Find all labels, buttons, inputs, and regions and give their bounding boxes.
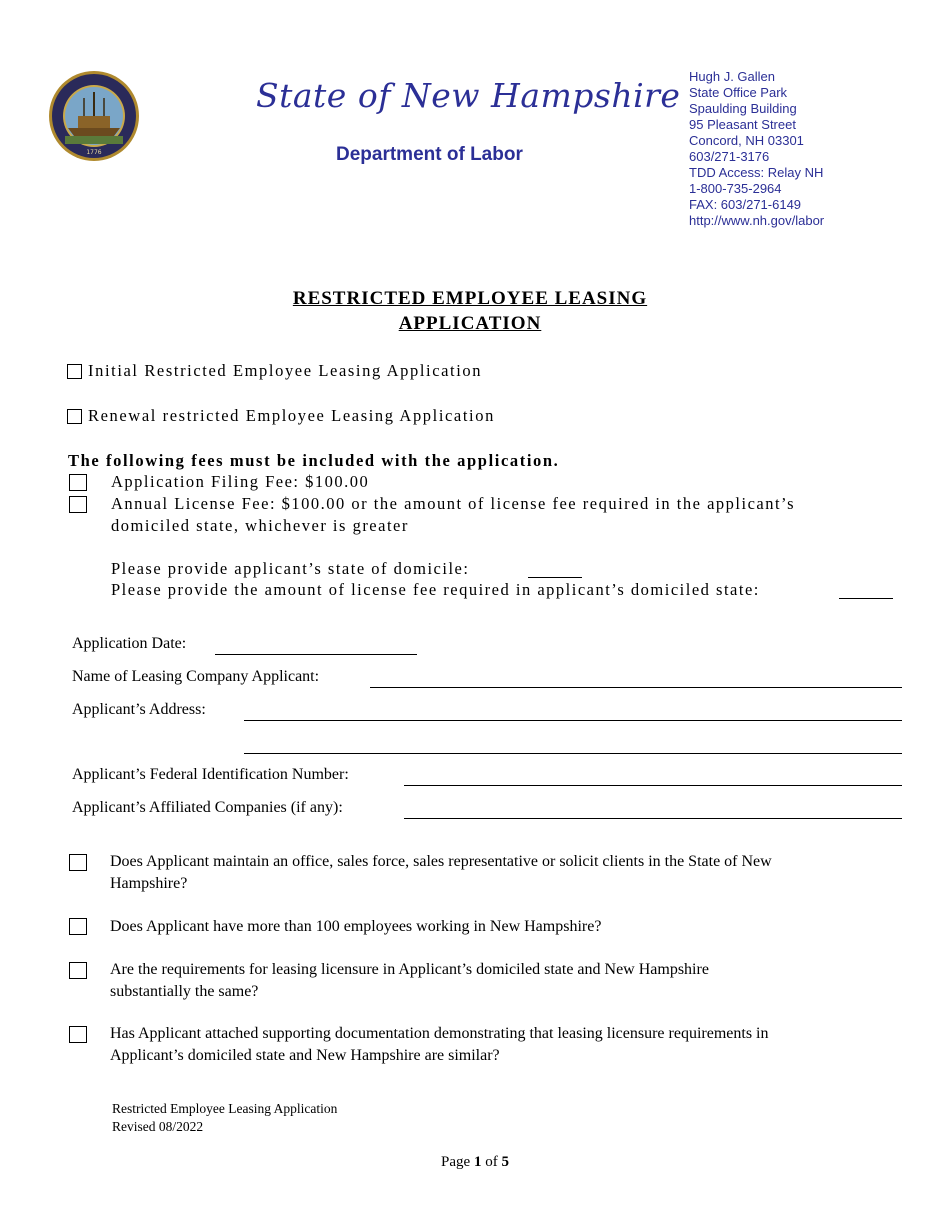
address-input-line-2[interactable] [244,753,902,754]
question-employees [110,916,910,938]
application-date-label: Application Date: [72,635,187,652]
question-line: Does Applicant maintain an office, sales force, sales representative or solicit clients in the State of New [110,853,772,870]
contact-line: Hugh J. Gallen [689,69,775,84]
contact-line: 603/271-3176 [689,149,770,164]
initial-application-checkbox[interactable] [67,364,82,379]
annual-fee-label [111,493,795,537]
application-date-input[interactable] [215,654,417,655]
page-number [0,1154,950,1171]
footer-form-name: Restricted Employee Leasing Application [112,1101,338,1116]
question-checkbox-requirements[interactable] [69,962,87,979]
contact-line: Spaulding Building [689,101,797,116]
fee-amount-blank[interactable] [839,598,893,599]
filing-fee-label: Application Filing Fee: $100.00 [111,472,370,491]
page-current: 1 [473,1154,482,1170]
annual-fee-checkbox[interactable] [69,496,87,513]
annual-fee-line-1: Annual License Fee: $100.00 or the amount of license fee required in the applicant’s [111,494,796,513]
document-title [0,286,940,336]
title-line-2: APPLICATION [398,313,542,334]
footer-revised: Revised 08/2022 [112,1119,204,1134]
renewal-application-checkbox[interactable] [67,409,82,424]
company-name-input[interactable] [370,687,902,688]
state-name-heading: State of New Hampshire [256,76,681,115]
footer-form-info [112,1100,337,1136]
question-office [110,851,910,895]
question-checkbox-documentation[interactable] [69,1026,87,1043]
question-documentation [110,1023,910,1067]
contact-line: TDD Access: Relay NH [689,165,824,180]
question-requirements [110,959,910,1003]
domicile-prompt: Please provide applicant’s state of domicile: [111,559,470,578]
contact-line: FAX: 603/271-6149 [689,197,802,212]
question-line: substantially the same? [110,983,259,1000]
question-checkbox-employees[interactable] [69,918,87,935]
contact-line: 1-800-735-2964 [689,181,782,196]
company-name-label: Name of Leasing Company Applicant: [72,668,320,685]
fees-heading: The following fees must be included with the application. [68,451,560,470]
federal-id-label: Applicant’s Federal Identification Number: [72,766,349,783]
affiliated-companies-label: Applicant’s Affiliated Companies (if any): [72,799,343,816]
domicile-state-blank[interactable] [528,577,582,578]
website-link[interactable]: http://www.nh.gov/labor [689,213,825,228]
page-total: 5 [501,1154,509,1170]
filing-fee-checkbox[interactable] [69,474,87,491]
contact-block [689,69,824,229]
question-line: Hampshire? [110,875,188,892]
state-seal-icon [48,70,140,162]
initial-application-label: Initial Restricted Employee Leasing Application [88,361,483,380]
fee-amount-prompt: Please provide the amount of license fee required in applicant’s domiciled state: [111,580,760,599]
contact-line: State Office Park [689,85,788,100]
question-line: Applicant’s domiciled state and New Hampshire are similar? [110,1047,500,1064]
annual-fee-line-2: domiciled state, whichever is greater [111,516,409,535]
contact-line: Concord, NH 03301 [689,133,804,148]
department-name: Department of Labor [336,144,523,165]
seal-year: 1776 [86,149,102,156]
address-input-line-1[interactable] [244,720,902,721]
question-line: Has Applicant attached supporting documentation demonstrating that leasing licensure requirements in [110,1025,769,1042]
page-prefix: Page [441,1154,471,1170]
page-of: of [485,1154,498,1170]
federal-id-input[interactable] [404,785,902,786]
question-line: Are the requirements for leasing licensure in Applicant’s domiciled state and New Hampshire [110,961,709,978]
contact-line: 95 Pleasant Street [689,117,796,132]
address-label: Applicant’s Address: [72,701,206,718]
title-line-1: RESTRICTED EMPLOYEE LEASING [292,288,648,309]
renewal-application-label: Renewal restricted Employee Leasing Application [88,406,495,425]
affiliated-companies-input[interactable] [404,818,902,819]
question-checkbox-office[interactable] [69,854,87,871]
question-line: Does Applicant have more than 100 employees working in New Hampshire? [110,918,602,935]
